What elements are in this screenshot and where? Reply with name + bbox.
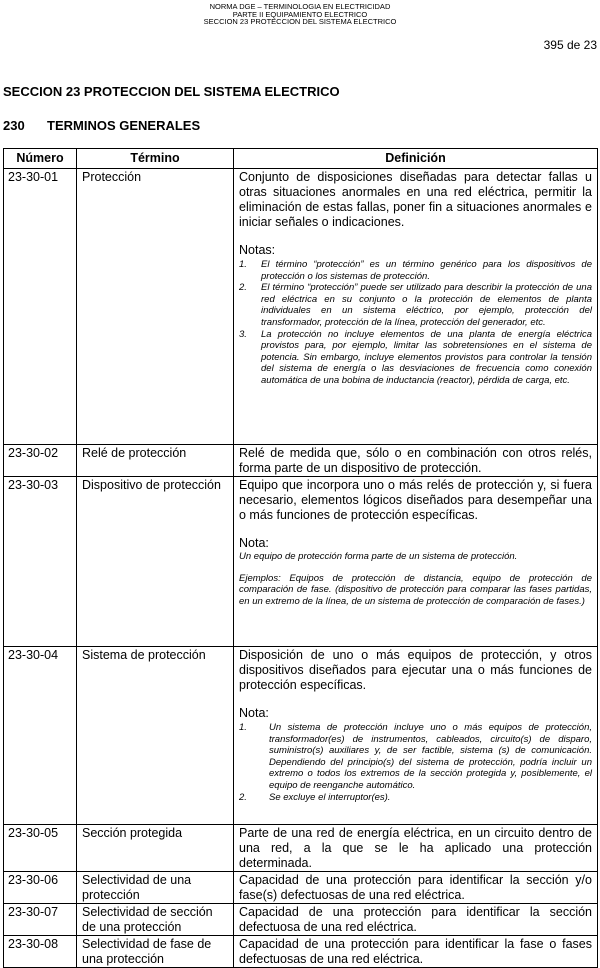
header-line-1: NORMA DGE – TERMINOLOGIA EN ELECTRICIDAD [209,2,391,11]
term-number: 23-30-02 [4,445,77,477]
note-text: La protección no incluye elementos de una planta de energía eléctrica provistos para, por ejemplo, limitar las sobretensiones en el sistema de potencia. Sin embargo, incluye elementos provistos para controlar la tensión del sistema de energía o las desviaciones de frecuencia como conexión automática de una bobina de inductancia (reactor), pérdida de carga, etc. [261,328,592,386]
term-name: Protección [77,169,234,445]
term-number: 23-30-04 [4,647,77,825]
header-line-2: PARTE II EQUIPAMIENTO ELECTRICO [232,9,368,19]
term-definition: Capacidad de una protección para identificar la sección y/o fase(s) defectuosas de una red eléctrica. [234,872,598,904]
term-name: Selectividad de fase de una protección [77,936,234,968]
term-name: Selectividad de sección de una protección [77,904,234,936]
table-row [4,936,598,968]
table-row [4,872,598,904]
note-item [239,259,592,282]
note-item [239,329,592,387]
term-number: 23-30-05 [4,825,77,872]
definition-text: Disposición de uno o más equipos de protección, y otros dispositivos diseñados para ejecutar una o más funciones de protección específicas. [239,648,592,692]
term-definition [234,169,598,445]
term-number: 23-30-06 [4,872,77,904]
note-number: 1. [239,722,247,733]
term-definition: Capacidad de una protección para identificar la sección defectuosa de una red eléctrica. [234,904,598,936]
notes-list [239,722,592,803]
section-title: SECCION 23 PROTECCION DEL SISTEMA ELECTRICO [3,84,340,99]
note-number: 2. [239,282,247,294]
table-row [4,647,598,825]
term-definition: Relé de medida que, sólo o en combinación con otros relés, forma parte de un dispositivo de protección. [234,445,598,477]
note-number: 2. [239,791,247,803]
page-number: 395 de 23 [543,38,597,52]
term-name: Sistema de protección [77,647,234,825]
note-text: Se excluye el interruptor(es). [269,791,391,803]
note-text: Un sistema de protección incluye uno o más equipos de protección, transformador(es) de instrumentos, cableados, circuito(s) de disparo, suministro(s) auxiliares y, de ser factible, sistema (s) de comunicación. Dependiendo del principio(s) del sistema de protección, podría incluir un extremo o todos los extremos de la sección protegida y, posiblemente, el equipo de reenganche automático. [269,722,592,791]
notes-list [239,259,592,387]
term-definition [234,647,598,825]
notes-label: Nota: [239,536,269,550]
table-row [4,825,598,872]
header-term: Término [77,149,234,169]
notes-label: Nota: [239,706,269,720]
term-definition [234,477,598,647]
term-name: Dispositivo de protección [77,477,234,647]
table-header-row [4,149,598,169]
term-number: 23-30-03 [4,477,77,647]
table-row [4,169,598,445]
definition-text: Conjunto de disposiciones diseñadas para detectar fallas u otras situaciones anormales en una red eléctrica, permitir la eliminación de estas fallas, poner fin a situaciones anormales e iniciar señales o indicaciones. [239,170,592,229]
header-number: Número [4,149,77,169]
note-text: Un equipo de protección forma parte de un sistema de protección. [239,551,518,562]
note-item [239,282,592,328]
term-name: Selectividad de una protección [77,872,234,904]
term-name: Relé de protección [77,445,234,477]
header-line-3: SECCION 23 PROTECCION DEL SISTEMA ELECTRICO [203,17,397,26]
note-item [239,792,592,804]
subsection-title [3,118,200,133]
table-row [4,445,598,477]
table-row [4,477,598,647]
definition-text: Equipo que incorpora uno o más relés de protección y, si fuera necesario, elementos lógicos diseñados para desempeñar una o más funciones de protección específicas. [239,478,592,522]
notes-label: Notas: [239,243,276,257]
document-header [0,0,600,26]
note-number: 1. [239,259,247,270]
term-definition: Parte de una red de energía eléctrica, en un circuito dentro de una red, a la que se le ha aplicado una protección determinada. [234,825,598,872]
term-number: 23-30-01 [4,169,77,445]
term-number: 23-30-07 [4,904,77,936]
term-definition: Capacidad de una protección para identificar la fase o fases defectuosas de una red eléctrica. [234,936,598,968]
note-number: 3. [239,328,247,340]
example-text: Ejemplos: Equipos de protección de distancia, equipo de protección de comparación de fase. (dispositivo de protección para comparar las fases partidas, en un extremo de la línea, de un sistema de protección de comparación de fases.) [239,572,592,607]
note-item [239,722,592,792]
terms-table [3,148,598,968]
table-row [4,904,598,936]
header-definition: Definición [234,149,598,169]
subsection-name: TERMINOS GENERALES [47,118,201,133]
subsection-number: 230 [3,118,25,133]
note-text: El término “protección” puede ser utilizado para describir la protección de una red eléctrica en su conjunto o la protección de elementos de planta individuales en un sistema eléctrico, por ejemplo, protección del transformador, protección de la línea, protección del generador, etc. [261,282,592,328]
term-name: Sección protegida [77,825,234,872]
note-text: El término “protección” es un término genérico para los dispositivos de protección o los sistemas de protección. [261,259,592,282]
term-number: 23-30-08 [4,936,77,968]
